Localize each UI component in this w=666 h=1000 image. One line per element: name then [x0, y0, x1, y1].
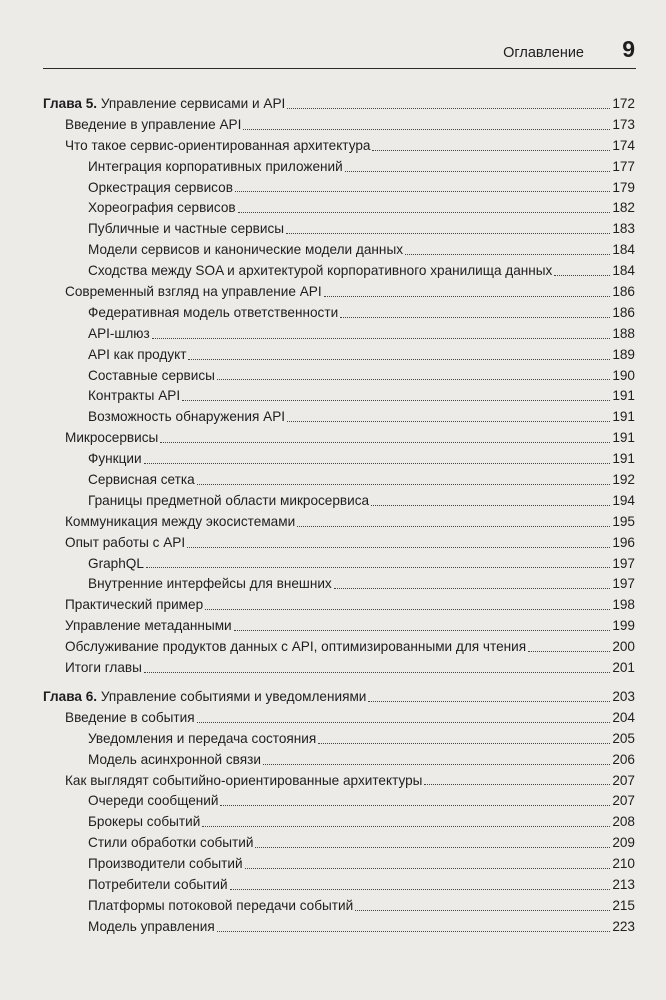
dot-leader [188, 359, 610, 360]
entry-title: Сходства между SOA и архитектурой корпоративного хранилища данных [88, 263, 553, 279]
subsection-entry [43, 449, 635, 470]
dot-leader [371, 505, 610, 506]
page-ref: 201 [612, 660, 635, 676]
dot-leader [235, 191, 610, 192]
page-ref: 200 [612, 639, 635, 655]
chapter-title [43, 687, 366, 708]
subsection-entry [43, 833, 635, 854]
entry-title: Введение в события [65, 709, 195, 725]
dot-leader [554, 275, 610, 276]
entry-title: Внутренние интерфейсы для внешних [88, 576, 332, 592]
chapter-name: Управление сервисами и API [100, 96, 286, 111]
page-ref: 184 [612, 263, 635, 279]
entry-title: Введение в управление API [65, 116, 242, 132]
page-ref: 195 [612, 513, 635, 529]
page-ref: 191 [612, 451, 635, 467]
entry-title: Опыт работы с API [65, 534, 186, 550]
page-ref: 203 [612, 688, 635, 704]
dot-leader [528, 651, 610, 652]
subsection-entry [43, 896, 635, 917]
page-ref: 206 [612, 751, 635, 767]
subsection-entry [43, 470, 635, 491]
entry-title: Что такое сервис-ориентированная архитектура [65, 137, 371, 153]
page-ref: 172 [612, 96, 635, 111]
entry-title: Потребители событий [88, 876, 228, 892]
subsection-entry [43, 219, 635, 240]
entry-title: Очереди сообщений [88, 793, 219, 809]
subsection-entry [43, 812, 635, 833]
chapter-block [43, 94, 635, 679]
subsection-entry [43, 324, 635, 345]
dot-leader [334, 588, 611, 589]
entry-title: Итоги главы [65, 660, 142, 676]
subsection-entry [43, 729, 635, 750]
dot-leader [324, 296, 611, 297]
section-entry [43, 708, 635, 729]
entry-title: Контракты API [88, 388, 181, 404]
dot-leader [187, 547, 610, 548]
dot-leader [182, 400, 610, 401]
chapter-block [43, 687, 635, 938]
chapter-number: Глава 6. [43, 688, 98, 704]
subsection-entry [43, 198, 635, 219]
page-number: 9 [622, 36, 635, 62]
entry-title: Современный взгляд на управление API [65, 284, 322, 300]
page-ref: 186 [612, 304, 635, 320]
entry-title: Уведомления и передача состояния [88, 730, 317, 746]
section-entry [43, 428, 635, 449]
page-ref: 173 [612, 116, 635, 132]
chapter-heading [43, 94, 635, 115]
dot-leader [243, 129, 610, 130]
subsection-entry [43, 178, 635, 199]
subsection-entry [43, 386, 635, 407]
dot-leader [238, 212, 611, 213]
section-entry [43, 616, 635, 637]
page-ref: 186 [612, 284, 635, 300]
entry-title: Модель асинхронной связи [88, 751, 261, 767]
dot-leader [372, 150, 610, 151]
dot-leader [152, 338, 611, 339]
entry-title: Брокеры событий [88, 814, 201, 830]
dot-leader [424, 784, 610, 785]
page-ref: 223 [612, 918, 635, 934]
dot-leader [217, 379, 610, 380]
section-entry [43, 595, 635, 616]
entry-title: Практический пример [65, 597, 204, 613]
entry-title: API как продукт [88, 346, 187, 362]
dot-leader [355, 910, 610, 911]
dot-leader [144, 463, 611, 464]
dot-leader [368, 701, 610, 702]
dot-leader [245, 868, 611, 869]
entry-title: Платформы потоковой передачи событий [88, 897, 354, 913]
chapter-number: Глава 5. [43, 96, 98, 111]
subsection-entry [43, 345, 635, 366]
page-ref: 207 [612, 793, 635, 809]
page-ref: 210 [612, 856, 635, 872]
dot-leader [297, 526, 610, 527]
subsection-entry [43, 261, 635, 282]
dot-leader [146, 567, 610, 568]
dot-leader [197, 484, 611, 485]
page-ref: 204 [612, 709, 635, 725]
page-ref: 197 [612, 555, 635, 571]
entry-title: Обслуживание продуктов данных с API, оптимизированными для чтения [65, 639, 527, 655]
dot-leader [205, 609, 610, 610]
dot-leader [345, 171, 611, 172]
page-ref: 199 [612, 618, 635, 634]
dot-leader [287, 421, 610, 422]
subsection-entry [43, 875, 635, 896]
chapter-heading [43, 687, 635, 708]
subsection-entry [43, 854, 635, 875]
entry-title: Федеративная модель ответственности [88, 304, 339, 320]
dot-leader [318, 743, 610, 744]
section-entry [43, 771, 635, 792]
page-ref: 183 [612, 221, 635, 237]
subsection-entry [43, 407, 635, 428]
page-ref: 198 [612, 597, 635, 613]
entry-title: Модели сервисов и канонические модели данных [88, 242, 404, 258]
page-ref: 215 [612, 897, 635, 913]
dot-leader [197, 722, 611, 723]
subsection-entry [43, 791, 635, 812]
page-header [43, 36, 636, 69]
dot-leader [160, 442, 610, 443]
page-ref: 191 [612, 430, 635, 446]
dot-leader [234, 630, 611, 631]
page-ref: 177 [612, 158, 635, 174]
page-ref: 205 [612, 730, 635, 746]
subsection-entry [43, 917, 635, 938]
page-ref: 191 [612, 409, 635, 425]
subsection-entry [43, 366, 635, 387]
page-ref: 207 [612, 772, 635, 788]
entry-title: Управление метаданными [65, 618, 232, 634]
section-entry [43, 136, 635, 157]
subsection-entry [43, 554, 635, 575]
section-entry [43, 533, 635, 554]
entry-title: Производители событий [88, 856, 243, 872]
page-ref: 213 [612, 876, 635, 892]
dot-leader [286, 233, 610, 234]
subsection-entry [43, 240, 635, 261]
entry-title: Возможность обнаружения API [88, 409, 286, 425]
entry-title: Модель управления [88, 918, 215, 934]
entry-title: Оркестрация сервисов [88, 179, 233, 195]
dot-leader [220, 805, 610, 806]
entry-title: Стили обработки событий [88, 835, 254, 851]
dot-leader [340, 317, 610, 318]
section-entry [43, 637, 635, 658]
page-ref: 184 [612, 242, 635, 258]
subsection-entry [43, 574, 635, 595]
page-ref: 192 [612, 472, 635, 488]
entry-title: Коммуникация между экосистемами [65, 513, 296, 529]
page-ref: 208 [612, 814, 635, 830]
entry-title: Сервисная сетка [88, 472, 195, 488]
subsection-entry [43, 303, 635, 324]
subsection-entry [43, 491, 635, 512]
table-of-contents [43, 94, 635, 946]
page-ref: 179 [612, 179, 635, 195]
page-ref: 194 [612, 492, 635, 508]
dot-leader [202, 826, 610, 827]
section-entry [43, 658, 635, 679]
section-entry [43, 282, 635, 303]
entry-title: GraphQL [88, 555, 144, 571]
chapter-name: Управление событиями и уведомлениями [100, 688, 367, 704]
page-ref: 196 [612, 534, 635, 550]
entry-title: Хореография сервисов [88, 200, 236, 216]
dot-leader [255, 847, 610, 848]
entry-title: Функции [88, 451, 142, 467]
entry-title: Как выглядят событийно-ориентированные архитектуры [65, 772, 423, 788]
dot-leader [144, 672, 610, 673]
dot-leader [263, 764, 610, 765]
running-title: Оглавление [503, 45, 584, 61]
dot-leader [217, 931, 611, 932]
page-ref: 190 [612, 367, 635, 383]
entry-title: API-шлюз [88, 325, 150, 341]
page-ref: 182 [612, 200, 635, 216]
entry-title: Интеграция корпоративных приложений [88, 158, 343, 174]
page-ref: 197 [612, 576, 635, 592]
entry-title: Микросервисы [65, 430, 159, 446]
subsection-entry [43, 157, 635, 178]
page-ref: 174 [612, 137, 635, 153]
dot-leader [230, 889, 611, 890]
page-ref: 188 [612, 325, 635, 341]
section-entry [43, 512, 635, 533]
dot-leader [405, 254, 610, 255]
dot-leader [287, 108, 610, 109]
entry-title: Границы предметной области микросервиса [88, 492, 370, 508]
entry-title: Составные сервисы [88, 367, 215, 383]
page-ref: 191 [612, 388, 635, 404]
subsection-entry [43, 750, 635, 771]
section-entry [43, 115, 635, 136]
entry-title: Публичные и частные сервисы [88, 221, 285, 237]
page-ref: 189 [612, 346, 635, 362]
page-ref: 209 [612, 835, 635, 851]
chapter-title [43, 94, 285, 115]
